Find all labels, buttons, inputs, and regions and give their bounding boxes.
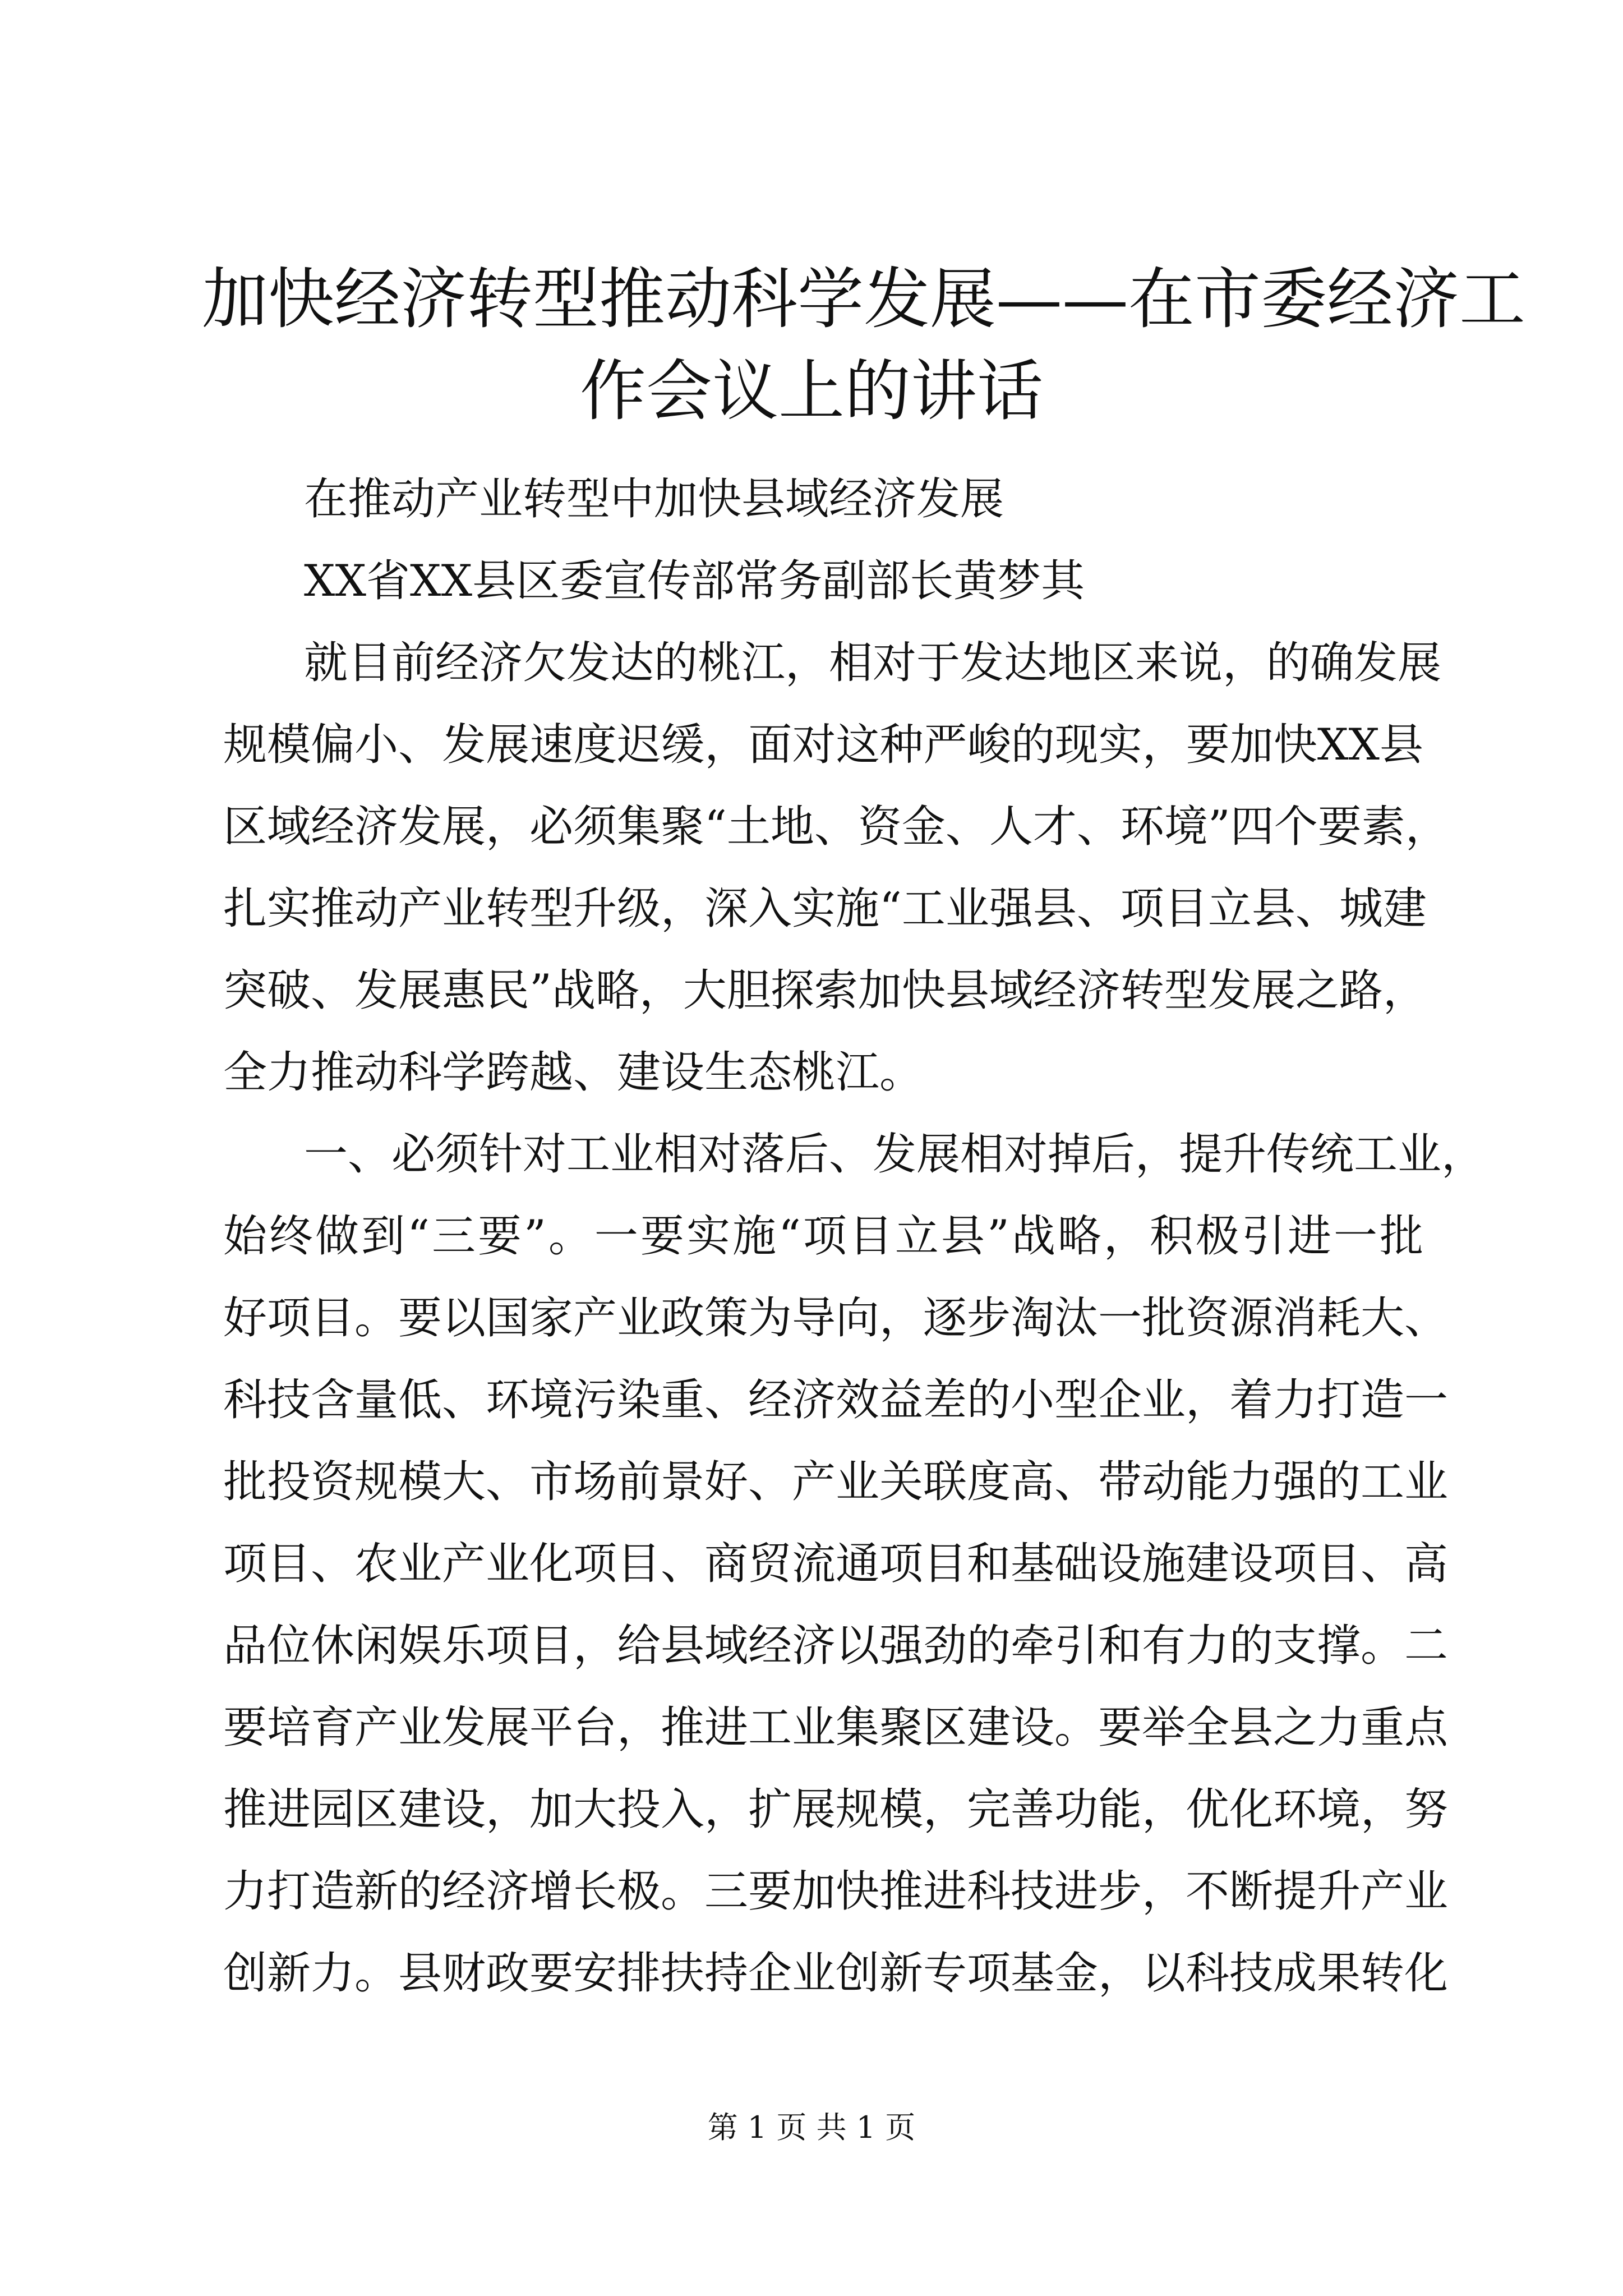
paragraph-2-line: 批投资规模大、市场前景好、产业关联度高、带动能力强的工业 — [223, 1457, 1449, 1507]
paragraph-2-line: 一、必须针对工业相对落后、发展相对掉后，提升传统工业， — [304, 1129, 1486, 1180]
paragraph-2-line: 科技含量低、环境污染重、经济效益差的小型企业，着力打造一 — [223, 1375, 1449, 1425]
paragraph-2-line: 始终做到“三要”。一要实施“项目立县”战略，积极引进一批 — [223, 1211, 1423, 1262]
document-subtitle: 在推动产业转型中加快县域经济发展 — [304, 474, 1004, 524]
paragraph-2-line: 好项目。要以国家产业政策为导向，逐步淘汰一批资源消耗大、 — [223, 1293, 1449, 1343]
paragraph-1-line: 扎实推动产业转型升级，深入实施“工业强县、项目立县、城建 — [223, 884, 1427, 934]
paragraph-2-line: 品位休闲娱乐项目，给县域经济以强劲的牵引和有力的支撑。二 — [223, 1621, 1449, 1671]
paragraph-1-line: 就目前经济欠发达的桃江，相对于发达地区来说，的确发展 — [304, 638, 1442, 688]
document-title-line-1: 加快经济转型推动科学发展——在市委经济工 — [202, 260, 1526, 338]
paragraph-2-line: 创新力。县财政要安排扶持企业创新专项基金，以科技成果转化 — [223, 1948, 1449, 1999]
document-author: XX省XX县区委宣传部常务副部长黄梦其 — [304, 556, 1085, 606]
paragraph-1-line: 突破、发展惠民”战略，大胆探索加快县域经济转型发展之路， — [223, 965, 1427, 1016]
paragraph-2-line: 力打造新的经济增长极。三要加快推进科技进步，不断提升产业 — [223, 1866, 1449, 1917]
paragraph-2-line: 项目、农业产业化项目、商贸流通项目和基础设施建设项目、高 — [223, 1539, 1449, 1589]
paragraph-1-line: 规模偏小、发展速度迟缓，面对这种严峻的现实，要加快XX县 — [223, 720, 1423, 770]
paragraph-1-line: 全力推动科学跨越、建设生态桃江。 — [223, 1047, 924, 1098]
paragraph-2-line: 推进园区建设，加大投入，扩展规模，完善功能，优化环境，努 — [223, 1784, 1449, 1835]
document-title-line-2: 作会议上的讲话 — [579, 352, 1043, 430]
paragraph-1-line: 区域经济发展，必须集聚“土地、资金、人才、环境”四个要素， — [223, 802, 1449, 852]
paragraph-2-line: 要培育产业发展平台，推进工业集聚区建设。要举全县之力重点 — [223, 1703, 1449, 1753]
page-number-footer: 第 1 页 共 1 页 — [707, 2110, 916, 2145]
